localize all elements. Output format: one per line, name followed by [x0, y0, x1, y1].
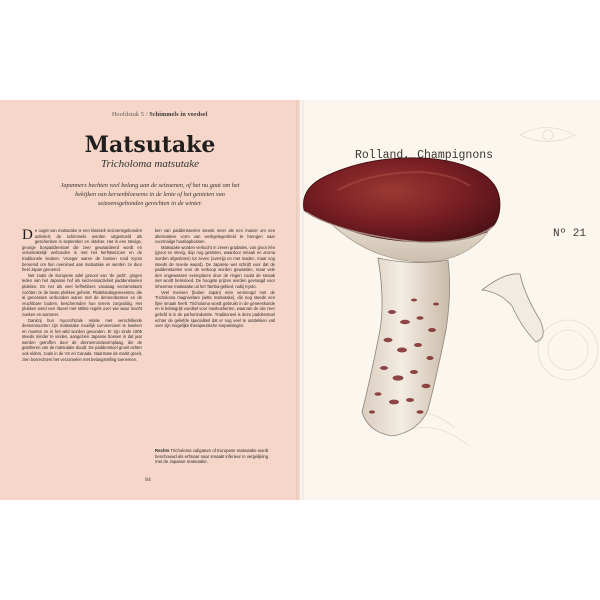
page-title: Matsutake: [84, 132, 216, 158]
caption-label: Rechts: [155, 448, 170, 453]
caption-text: Tricholoma caligatum of Europese matsutake wordt beschouwd als erfmaar naar smaakt inferieur in vergelijking met de Japanse matsutake.: [155, 448, 269, 465]
drop-cap: D: [22, 227, 33, 243]
latin-name: Tricholoma matsutake: [100, 158, 200, 170]
intro-paragraph: Japanners hechten veel belang aan de seizoenen, of het nu gaat om het bekijken van kersenbloesems in de lente of het genieten van seizoensgebonden gerechten in de winter.: [60, 182, 240, 207]
page-number: 84: [145, 477, 151, 483]
plate-title: Rolland, Champignons: [355, 149, 494, 162]
paragraph-text: e oogst van matsutake is een klassiek seizoensgebonden activiteit; de schimmels worden uitgestoeld als geschenken in september en oktober. Het is een stevige, geurige bospaddenstoel die zeer gewaardeerd wordt en onlosmakelijk verbonden is met het herfstseizoen en de traditionele keuken. Vroeger waren de bossen rond Kyoto beroemd om hun overvloed aan matsutake en werden ze door heel Japan geroemd.: [22, 228, 142, 273]
stem-fragment: [482, 274, 543, 342]
running-head-separator: /: [145, 112, 148, 118]
body-paragraph: Veel mensen (buiten Japan) eten vermengd met de Tricholoma magnivelare (witte matsutake), die nog steeds een fijne smaak heeft. Tricholoma wordt gebruikt in de geneeskunde en is belangrijk voedsel voor muskusherten, waarvan de olie zeer geliefd is in de parfumindustrie. Traditioneel is deze paddenstoel echter de geliefde specialiteit dat er nog veel te ontdekken valt over zijn mogelijke therapeutische toepassingen.: [155, 289, 275, 329]
mushroom-stem: [362, 258, 450, 436]
mushroom-cap: [303, 158, 500, 243]
body-paragraph: Dankzij hun mycorrhizale relatie met verschillende dennensoorten zijn matsutake moeilijk commercieel te kweken en moeten ze in het wild worden gevonden. Er zijn sinds 1905 steeds minder te vinden, aangezien Japanse bossen in dat jaar werden getroffen door de dennenrondwormplaag, die de gastheren van de matsutake doodt. De paddenstoel groeit echter ook elders, zoals in de VS en Canada. Naarmate de markt groeit, zien bosrechters het verzamelen met belangstelling toenemen.: [22, 317, 142, 362]
plate-number: Nº 21: [553, 228, 587, 240]
body-paragraph: Matsutake worden verkocht in zeven gradaties, van groot één (groot en stevig, dop nog gesloten, waardoor smaak en aroma worden afgesloten) tot zeven (overrijp en met maden, maar nog steeds de moeite waard). De Japanse wet schrijft voor dat de paddenstoelen voor de verkoop worden gewassen, maar vele den ongewassen exemplaren door de ringen zodat de smaak niet wordt beïnvloed. De hoogste prijzen worden gevraagd voor inheemse matsutake uit het Tamba-gebied, nabij Kyoto.: [155, 244, 275, 289]
body-paragraph: ken van paddenstoelen steeds meer als een manier om een alternatieve vorm van werkgelegenheid te brengen naar voormalige houtkapbossen.: [155, 228, 275, 245]
chapter-label: Hoofdstuk 5: [112, 112, 145, 118]
section-label: Schimmels in voedsel: [149, 112, 208, 118]
body-paragraph: Net zoals de Europese adel genoot van 'de jacht', gingen leden van het Japanse hof als seizoensactiviteit paddenstoelen plukken. En net als veel liefhebbers vandaag verzamelaars zochten ze de beste plekken geheim. Plattelandsgemeenten, die al generaties verbonden waren met de dennenbossen en de vruchtbare bodem, beschermden hun terrein zorgvuldig. Het plukken werd een ritueel met strikte regels over wie waar mocht zoeken en wanneer.: [22, 272, 142, 317]
